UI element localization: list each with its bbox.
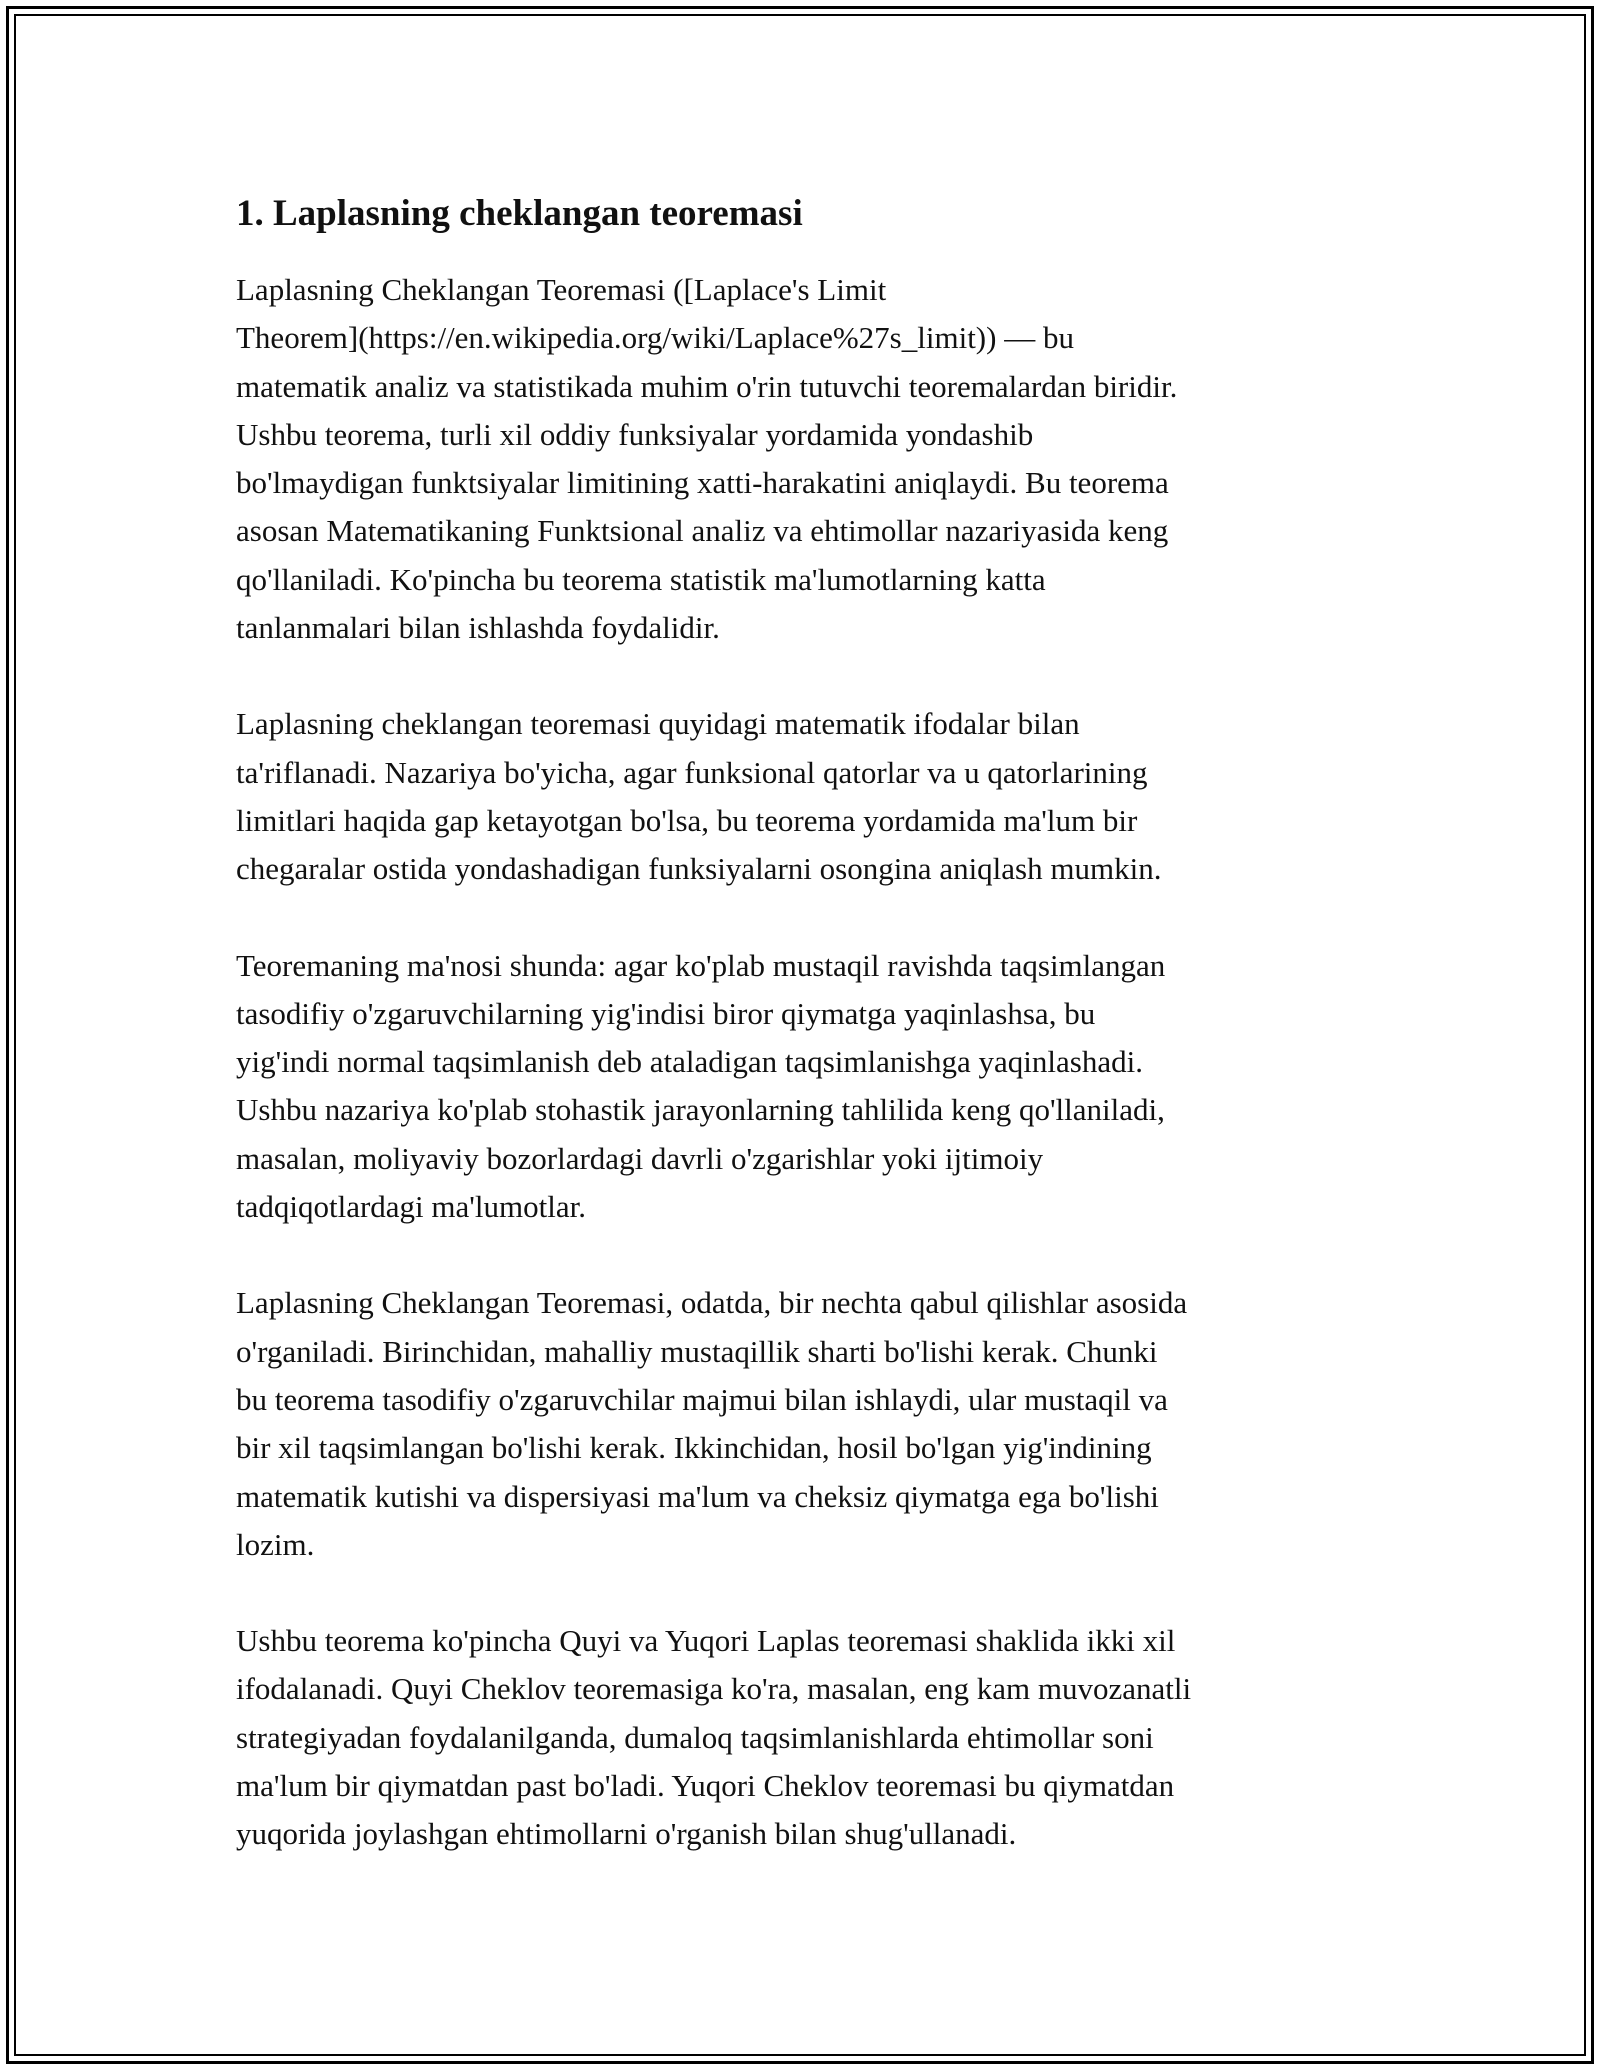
document-body xyxy=(236,186,1376,1907)
paragraph-2: Laplasning cheklangan teoremasi quyidagi matematik ifodalar bilan ta'riflanadi. Nazariya bo'yicha, agar funksional qatorlar va u qatorlarining limitlari haqida gap ketayotgan bo'lsa, bu teorema yordamida ma'lum bir chegaralar ostida yondashadigan funksiyalarni osongina aniqlash mumkin. xyxy=(236,706,1162,887)
paragraph-4: Laplasning Cheklangan Teoremasi, odatda, bir nechta qabul qilishlar asosida o'rganiladi. Birinchidan, mahalliy mustaqillik sharti bo'lishi kerak. Chunki bu teorema tasodifiy o'zgaruvchilar majmui bilan ishlaydi, ular mustaqil va bir xil taqsimlangan bo'lishi kerak. Ikkinchidan, hosil bo'lgan yig'indining matematik kutishi va dispersiyasi ma'lum va cheksiz qiymatga ega bo'lishi lozim. xyxy=(236,1285,1188,1562)
paragraph-1: Laplasning Cheklangan Teoremasi ([Laplace's Limit Theorem](https://en.wikipedia.org/wiki/Laplace%27s_limit)) — bu matematik analiz va statistikada muhim o'rin tutuvchi teoremalardan biridir. Ushbu teorema, turli xil oddiy funksiyalar yordamida yondashib bo'lmaydigan funktsiyalar limitining xatti-harakatini aniqlaydi. Bu teorema asosan Matematikaning Funktsional analiz va ehtimollar nazariyasida keng qo'llaniladi. Ko'pincha bu teorema statistik ma'lumotlarning katta tanlanmalari bilan ishlashda foydalidir. xyxy=(236,272,1178,646)
paragraph-5: Ushbu teorema ko'pincha Quyi va Yuqori Laplas teoremasi shaklida ikki xil ifodalanadi. Quyi Cheklov teoremasiga ko'ra, masalan, eng kam muvozanatli strategiyadan foydalanilganda, dumaloq taqsimlanishlarda ehtimollar soni ma'lum bir qiymatdan past bo'ladi. Yuqori Cheklov teoremasi bu qiymatdan yuqorida joylashgan ehtimollarni o'rganish bilan shug'ullanadi. xyxy=(236,1623,1192,1852)
paragraph-3: Teoremaning ma'nosi shunda: agar ko'plab mustaqil ravishda taqsimlangan tasodifiy o'zgaruvchilarning yig'indisi biror qiymatga yaqinlashsa, bu yig'indi normal taqsimlanish deb ataladigan taqsimlanishga yaqinlashadi. Ushbu nazariya ko'plab stohastik jarayonlarning tahlilida keng qo'llaniladi, masalan, moliyaviy bozorlardagi davrli o'zgarishlar yoki ijtimoiy tadqiqotlardagi ma'lumotlar. xyxy=(236,947,1166,1225)
section-heading: 1. Laplasning cheklangan teoremasi xyxy=(236,193,803,234)
